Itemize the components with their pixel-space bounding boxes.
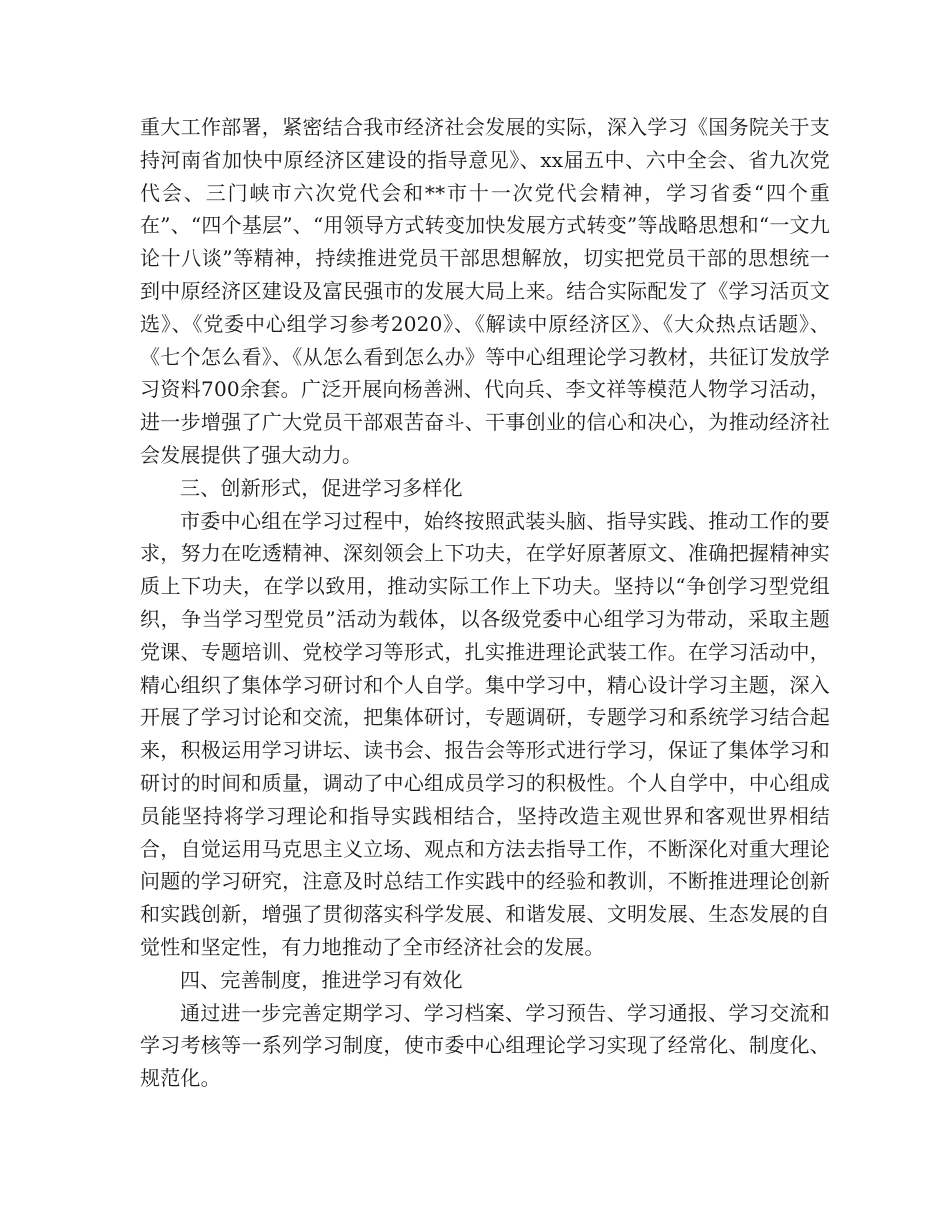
- document-page: [140, 111, 830, 1095]
- section-heading-improve-systems: 四、完善制度，推进学习有效化: [180, 967, 463, 992]
- paragraph-improve-systems: 通过进一步完善定期学习、学习档案、学习预告、学习通报、学习交流和学习考核等一系列学习制度，使市委中心组理论学习实现了经常化、制度化、规范化。: [140, 1000, 830, 1091]
- paragraph-continued-study-content: 重大工作部署，紧密结合我市经济社会发展的实际，深入学习《国务院关于支持河南省加快中原经济区建设的指导意见》、xx届五中、六中全会、省九次党代会、三门峡市六次党代会和**市十一次党代会精神，学习省委“四个重在”、“四个基层”、“用领导方式转变加快发展方式转变”等战略思想和“一文九论十八谈”等精神，持续推进党员干部思想解放，切实把党员干部的思想统一到中原经济区建设及富民强市的发展大局上来。结合实际配发了《学习活页文选》、《党委中心组学习参考2020》、《解读中原经济区》、《大众热点话题》、《七个怎么看》、《从怎么看到怎么办》等中心组理论学习教材，共征订发放学习资料700余套。广泛开展向杨善洲、代向兵、李文祥等模范人物学习活动，进一步增强了广大党员干部艰苦奋斗、干事创业的信心和决心，为推动经济社会发展提供了强大动力。: [140, 115, 830, 467]
- paragraph-innovate-forms: 市委中心组在学习过程中，始终按照武装头脑、指导实践、推动工作的要求，努力在吃透精神、深刻领会上下功夫，在学好原著原文、准确把握精神实质上下功夫，在学以致用，推动实际工作上下功夫。坚持以“争创学习型党组织，争当学习型党员”活动为载体，以各级党委中心组学习为带动，采取主题党课、专题培训、党校学习等形式，扎实推进理论武装工作。在学习活动中，精心组织了集体学习研讨和个人自学。集中学习中，精心设计学习主题，深入开展了学习讨论和交流，把集体研讨，专题调研，专题学习和系统学习结合起来，积极运用学习讲坛、读书会、报告会等形式进行学习，保证了集体学习和研讨的时间和质量，调动了中心组成员学习的积极性。个人自学中，中心组成员能坚持将学习理论和指导实践相结合，坚持改造主观世界和客观世界相结合，自觉运用马克思主义立场、观点和方法去指导工作，不断深化对重大理论问题的学习研究，注意及时总结工作实践中的经验和教训，不断推进理论创新和实践创新，增强了贯彻落实科学发展、和谐发展、文明发展、生态发展的自觉性和坚定性，有力地推动了全市经济社会的发展。: [140, 508, 830, 959]
- section-heading-innovate-forms: 三、创新形式，促进学习多样化: [180, 475, 463, 500]
